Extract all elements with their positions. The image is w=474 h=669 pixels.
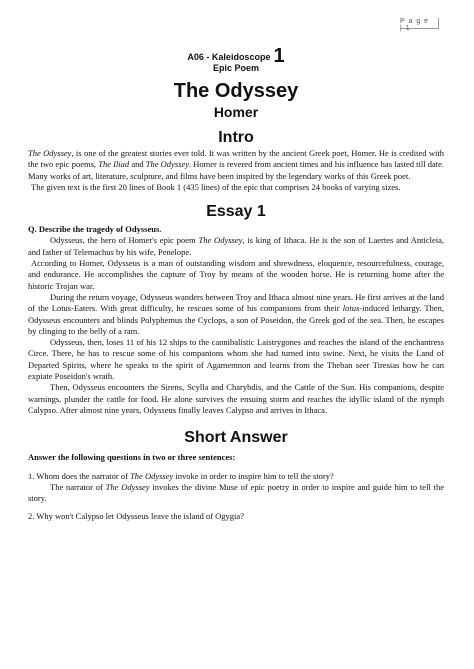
short-answer-heading: Short Answer (184, 429, 288, 447)
essay-paragraph-4: Odysseus, then, loses 11 of his 12 ships to the cannibalistic Laistrygones and reaches the island of the enchantress Circe. There, he has to rescue some of his companions whom she had turned into swine. Next, he visits the Land of Departed Spirits, where he speaks to the spirit of Agamemnon and learns from the Theban seer Tiresias how he can expiate Poseidon's wrath. (28, 337, 444, 382)
q1-text-b: invoke in order to inspire him to tell the story? (173, 470, 334, 481)
essay-p3-text-a: During the return voyage, Odysseus wanders between Troy and Ithaca almost nine years. He first arrives at the land of the Lotus-Eaters. With great difficulty, he rescues some of his companions from their (28, 291, 444, 314)
course-header (28, 45, 444, 67)
essay-paragraph-1 (28, 235, 444, 258)
essay-question: Q. Describe the tragedy of Odysseus. (28, 224, 162, 235)
essay-p3-text-b: -induced lethargy. Then, Odysseus encounters and blinds Polyphemus the Cyclops, a son of Poseidon, the Greek god of the sea. Then, he escapes by clinging to the belly of a ram. (28, 303, 444, 336)
essay-heading: Essay 1 (206, 203, 266, 221)
course-code: A06 - Kaleidoscope (187, 52, 271, 62)
genre-label: Epic Poem (212, 63, 259, 73)
essay-p1-text-a: Odysseus, the hero of Homer's epic poem (50, 235, 199, 246)
essay-p1-text-b: , is king of Ithaca. He is the son of Laertes and Anticleia, and father of Telemachus by his wife, Penelope. (28, 235, 444, 257)
a1-text-a: The narrator of (50, 481, 106, 492)
intro-p1-title-italic: The Odyssey (28, 148, 72, 158)
short-answer-question-2: 2. Why won't Calypso let Odysseus leave the island of Ogygia? (28, 511, 244, 522)
intro-p1-iliad-italic: The Iliad (98, 159, 130, 170)
intro-paragraph-2: The given text is the first 20 lines of Book 1 (435 lines) of the epic that comprises 24 books of varying sizes. (31, 181, 401, 192)
short-answer-instructions: Answer the following questions in two or three sentences: (28, 452, 236, 463)
essay-p3-italic: lotus (342, 303, 360, 314)
page-content (28, 45, 445, 523)
essay-paragraph-2: According to Homer, Odysseus is a man of outstanding wisdom and shrewdness, eloquence, resourcefulness, courage, and endurance. He accomplishes the capture of Troy by means of the wooden horse. He is returning home after the historic Trojan war. (28, 258, 444, 291)
intro-heading: Intro (218, 129, 254, 146)
essay-p1-italic: The Odyssey (198, 235, 243, 246)
essay-paragraph-3 (28, 292, 444, 337)
document-author: Homer (213, 104, 259, 120)
a1-italic: The Odyssey (105, 481, 150, 492)
document-title: The Odyssey (173, 80, 299, 102)
q1-text-a: 1. Whom does the narrator of (28, 470, 131, 481)
intro-paragraph-1 (28, 148, 444, 182)
intro-p1-text-b: and (129, 159, 146, 170)
essay-paragraph-5: Then, Odysseus encounters the Sirens, Scylla and Charybdis, and the Cattle of the Sun. His companions, despite warnings, plunder the cattle for food. He alone survives the ensuing storm and reaches the idyllic island of the nymph Calypso. After almost nine years, Odysseus finally leaves Calypso and arrives in Ithaca. (28, 382, 444, 415)
page-number-box (400, 18, 439, 32)
page-number: P a g e | 1 (400, 18, 430, 32)
short-answer-answer-1 (28, 482, 444, 505)
intro-p1-text-c: . Homer is revered from ancient times and his influence has lasted till date. Many works of art, literature, sculpture, and films have been inspired by the legendary works of this Greek poet. (28, 159, 445, 181)
intro-p1-text-a: , is one of the greatest stories ever told. It was written by the ancient Greek poet, Homer. He is credited with the two epic poems, (28, 148, 444, 170)
a1-text-b: invokes the divine Muse of epic poetry in order to inspire and guide him to tell the story. (28, 481, 444, 504)
q1-italic: The Odyssey (130, 470, 174, 481)
intro-p1-odyssey-italic: The Odyssey (145, 159, 189, 170)
course-number: 1 (273, 45, 285, 67)
short-answer-question-1 (28, 471, 444, 482)
